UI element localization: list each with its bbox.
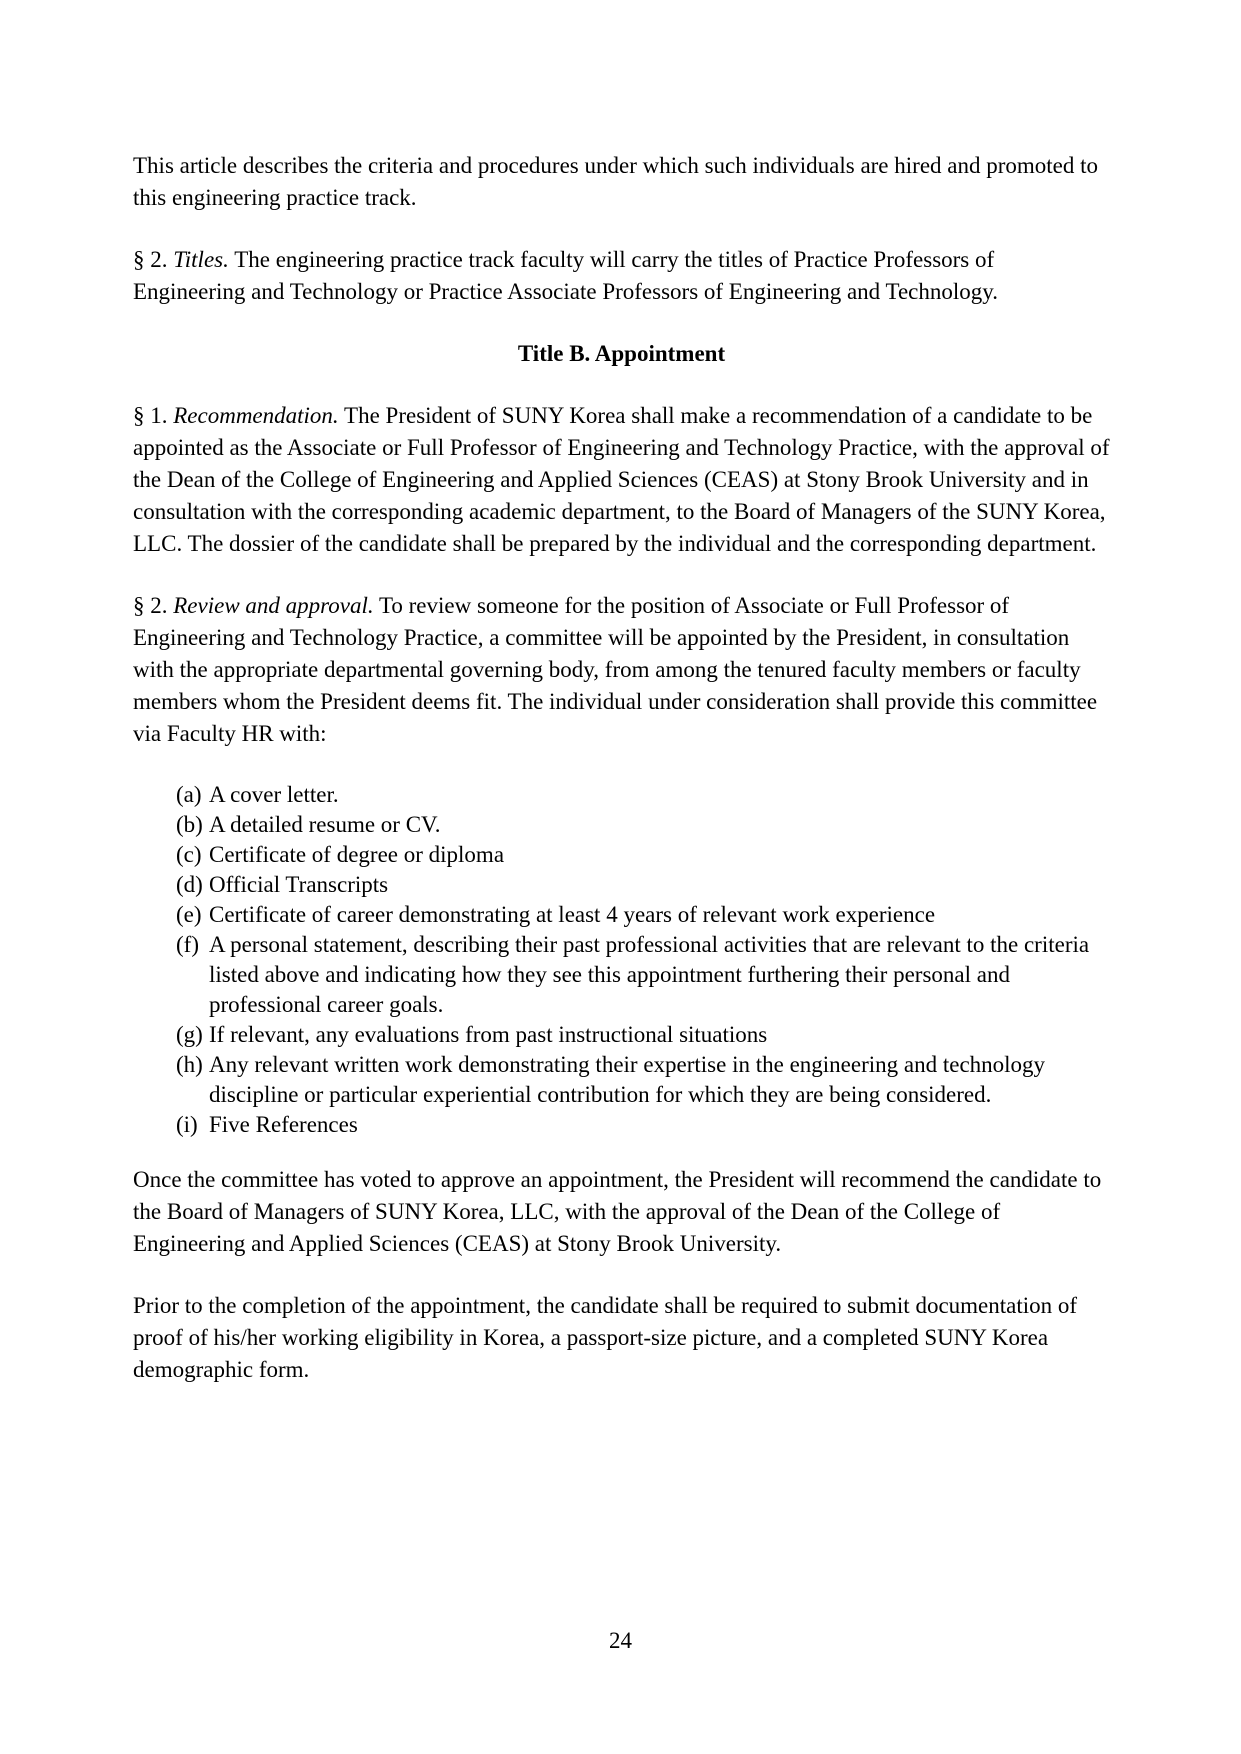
paragraph-intro: This article describes the criteria and procedures under which such individuals are hired and promoted to this engineering practice track. <box>133 153 1099 210</box>
list-item <box>133 1110 1110 1140</box>
list-item <box>133 870 1110 900</box>
document-body <box>133 150 1110 1416</box>
list-item-marker: (d) <box>176 872 203 897</box>
list-item-text: Any relevant written work demonstrating their expertise in the engineering and technology discipline or particular experiential contribution for which they are being considered. <box>209 1052 1046 1107</box>
list-item-text: If relevant, any evaluations from past instructional situations <box>209 1022 768 1047</box>
list-item-text: Official Transcripts <box>209 872 389 897</box>
page-number: 24 <box>609 1628 632 1653</box>
list-item <box>133 780 1110 810</box>
list-item-marker: (f) <box>176 932 199 957</box>
requirements-list <box>133 780 1110 1140</box>
section-number-text: § 2. <box>133 593 174 618</box>
list-item-text: Certificate of degree or diploma <box>209 842 505 867</box>
section-number-text: § 1. <box>133 403 174 428</box>
list-item-marker: (h) <box>176 1052 203 1077</box>
list-item-marker: (c) <box>176 842 202 867</box>
list-item <box>133 900 1110 930</box>
section-number-text: § 2. <box>133 247 174 272</box>
list-item <box>133 1020 1110 1050</box>
list-item-marker: (b) <box>176 812 203 837</box>
section-title-italic: Review and approval. <box>173 593 374 618</box>
list-item <box>133 810 1110 840</box>
title-b-heading: Title B. Appointment <box>517 341 726 366</box>
paragraph-once-committee: Once the committee has voted to approve an appointment, the President will recommend the candidate to the Board of Managers of SUNY Korea, LLC, with the approval of the Dean of the College of Engineering and Applied Sciences (CEAS) at Stony Brook University. <box>133 1167 1102 1256</box>
paragraph-review-approval <box>133 590 1110 750</box>
list-item-marker: (e) <box>176 902 202 927</box>
paragraph-recommendation <box>133 400 1110 560</box>
list-item-marker: (g) <box>176 1022 203 1047</box>
paragraph-prior-completion: Prior to the completion of the appointment, the candidate shall be required to submit documentation of proof of his/her working eligibility in Korea, a passport-size picture, and a completed SUNY Korea demographic form. <box>133 1293 1078 1382</box>
paragraph-text: The engineering practice track faculty will carry the titles of Practice Professors of Engineering and Technology or Practice Associate Professors of Engineering and Technology. <box>133 247 999 304</box>
list-item-text: A personal statement, describing their past professional activities that are relevant to the criteria listed above and indicating how they see this appointment furthering their personal and professional career goals. <box>209 932 1090 1017</box>
paragraph-titles <box>133 244 1110 308</box>
list-item <box>133 1050 1110 1110</box>
list-item <box>133 840 1110 870</box>
list-item-marker: (i) <box>176 1112 198 1137</box>
paragraph-text: To review someone for the position of Associate or Full Professor of Engineering and Technology Practice, a committee will be appointed by the President, in consultation with the appropriate departmental governing body, from among the tenured faculty members or faculty members whom the President deems fit. The individual under consideration shall provide this committee via Faculty HR with: <box>133 593 1098 746</box>
list-item-text: Certificate of career demonstrating at least 4 years of relevant work experience <box>209 902 936 927</box>
section-title-italic: Titles. <box>173 247 229 272</box>
section-title-italic: Recommendation. <box>173 403 339 428</box>
list-item-text: A cover letter. <box>209 782 339 807</box>
list-item-text: A detailed resume or CV. <box>209 812 441 837</box>
list-item <box>133 930 1110 1020</box>
list-item-marker: (a) <box>176 782 202 807</box>
list-item-text: Five References <box>209 1112 358 1137</box>
paragraph-text: The President of SUNY Korea shall make a recommendation of a candidate to be appointed as the Associate or Full Professor of Engineering and Technology Practice, with the approval of the Dean of the College of Engineering and Applied Sciences (CEAS) at Stony Brook University and in consultation with the corresponding academic department, to the Board of Managers of the SUNY Korea, LLC. The dossier of the candidate shall be prepared by the individual and the corresponding department. <box>133 403 1110 556</box>
